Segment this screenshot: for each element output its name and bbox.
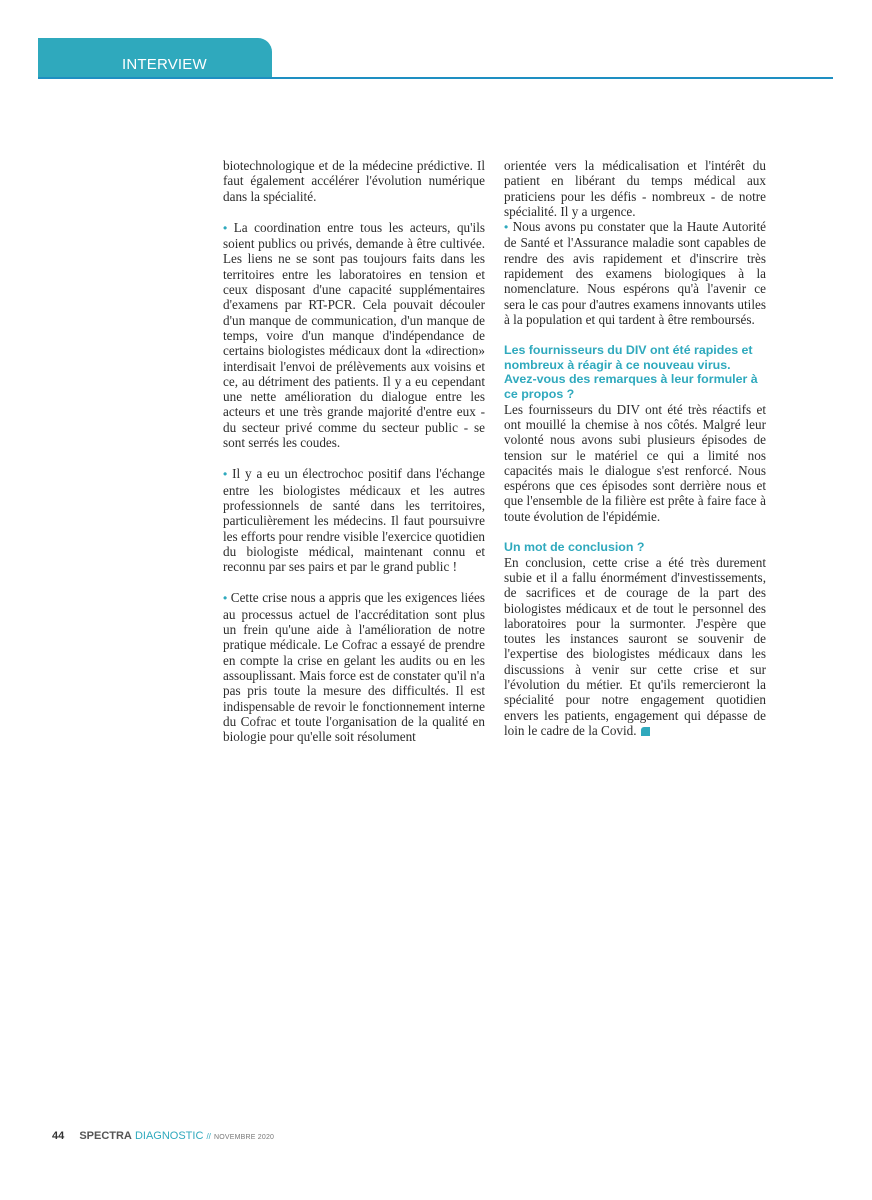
paragraph-text: Il y a eu un électrochoc positif dans l'échange entre les biologistes médicaux et les autres professionnels de santé dans les territoires, particulièrement les médecins. Il faut poursuivre les efforts pour rendre visible l'exercice quotidien du biologiste médical, maintenant connu et reconnu par ses pairs et par le grand public ! [223, 466, 485, 575]
paragraph: biotechnologique et de la médecine prédictive. Il faut également accélérer l'évolution numérique dans la spécialité. [223, 158, 485, 204]
bullet-icon: • [504, 220, 509, 235]
page-footer [52, 1130, 274, 1142]
paragraph-text: La coordination entre tous les acteurs, qu'ils soient publics ou privés, demande à être cultivée. Les liens ne se sont pas toujours faits dans les territoires entre les laboratoires en tension et ceux disposant d'une capacité supplémentaires d'examens par RT-PCR. Cela pouvait découler d'un manque de communication, d'un manque de temps, voire d'un manque d'indépendance de certains biologistes médicaux dont la «direction» interdisait l'envoi de prélèvements aux voisins et ce, au détriment des patients. Il y a eu cependant une nette amélioration du dialogue entre les acteurs et une très grande majorité d'entre eux - du secteur privé comme du secteur public - se sont serrés les coudes. [223, 219, 485, 451]
bullet-icon: • [223, 220, 228, 235]
issue-date: NOVEMBRE 2020 [213, 1134, 275, 1141]
footer-separator: // [206, 1132, 211, 1141]
magazine-brand: SPECTRA [79, 1130, 132, 1142]
bullet-paragraph [223, 466, 485, 574]
right-column [504, 158, 766, 738]
bullet-paragraph [504, 219, 766, 327]
header-rule [38, 77, 833, 79]
interview-question: Un mot de conclusion ? [504, 540, 645, 555]
interview-answer [504, 555, 766, 739]
answer-text: En conclusion, cette crise a été très durement subie et il a fallu énormément d'investissements, de sacrifices et de courage de la part des biologistes médicaux et de tout le personnel des laboratoires pour la surmonter. J'espère que toutes les instances sauront se souvenir de l'expertise des biologistes médicaux dans les discussions à venir sur cette crise et sur l'évolution du métier. Et qu'ils remercieront la spécialité pour notre engagement quotidien envers les patients, engagement qui dépasse de loin le cadre de la Covid. [504, 554, 766, 738]
interview-answer: Les fournisseurs du DIV ont été très réactifs et ont mouillé la chemise à nos côtés. Malgré leur volonté nous avons subi plusieurs épisodes de tension sur le matériel ce qui a limité nos capacités mais le dialogue s'est renforcé. Nous espérons que ces épisodes sont derrière nous et que l'ensemble de la filière est prête à faire face à toute évolution de l'épidémie. [504, 401, 766, 524]
interview-question: Les fournisseurs du DIV ont été rapides et nombreux à réagir à ce nouveau virus. Avez-vous des remarques à leur formuler à ce propos ? [504, 343, 758, 402]
page-number: 44 [52, 1130, 65, 1142]
bullet-paragraph [223, 220, 485, 450]
bullet-icon: • [223, 591, 228, 606]
paragraph: orientée vers la médicalisation et l'intérêt du patient en libérant du temps médical aux praticiens pour les défis - nombreux - de notre spécialité. Il y a urgence. [504, 158, 766, 219]
bullet-icon: • [223, 467, 228, 482]
left-column [223, 158, 485, 744]
magazine-subtitle: DIAGNOSTIC [134, 1130, 204, 1142]
bullet-paragraph [223, 590, 485, 744]
paragraph-text: Nous avons pu constater que la Haute Autorité de Santé et l'Assurance maladie sont capables de rendre des avis rapidement et d'inscrire très rapidement des examens biologiques à la nomenclature. Nous espérons qu'à l'avenir ce sera le cas pour d'autres examens innovants utiles à la population et qui tardent à être remboursés. [504, 219, 766, 327]
section-label: INTERVIEW [122, 56, 207, 73]
end-of-article-icon [641, 727, 650, 736]
paragraph-text: Cette crise nous a appris que les exigences liées au processus actuel de l'accréditation sont plus un frein qu'une aide à l'amélioration de notre pratique médicale. Le Cofrac a essayé de prendre en compte la crise en gelant les audits ou en les assouplissant. Mais force est de constater qu'il n'a pas pris toute la mesure des difficultés. Il est indispensable de revoir le fonctionnement interne du Cofrac et toute l'organisation de la qualité en biologie pour qu'elle soit résolument [223, 590, 485, 745]
